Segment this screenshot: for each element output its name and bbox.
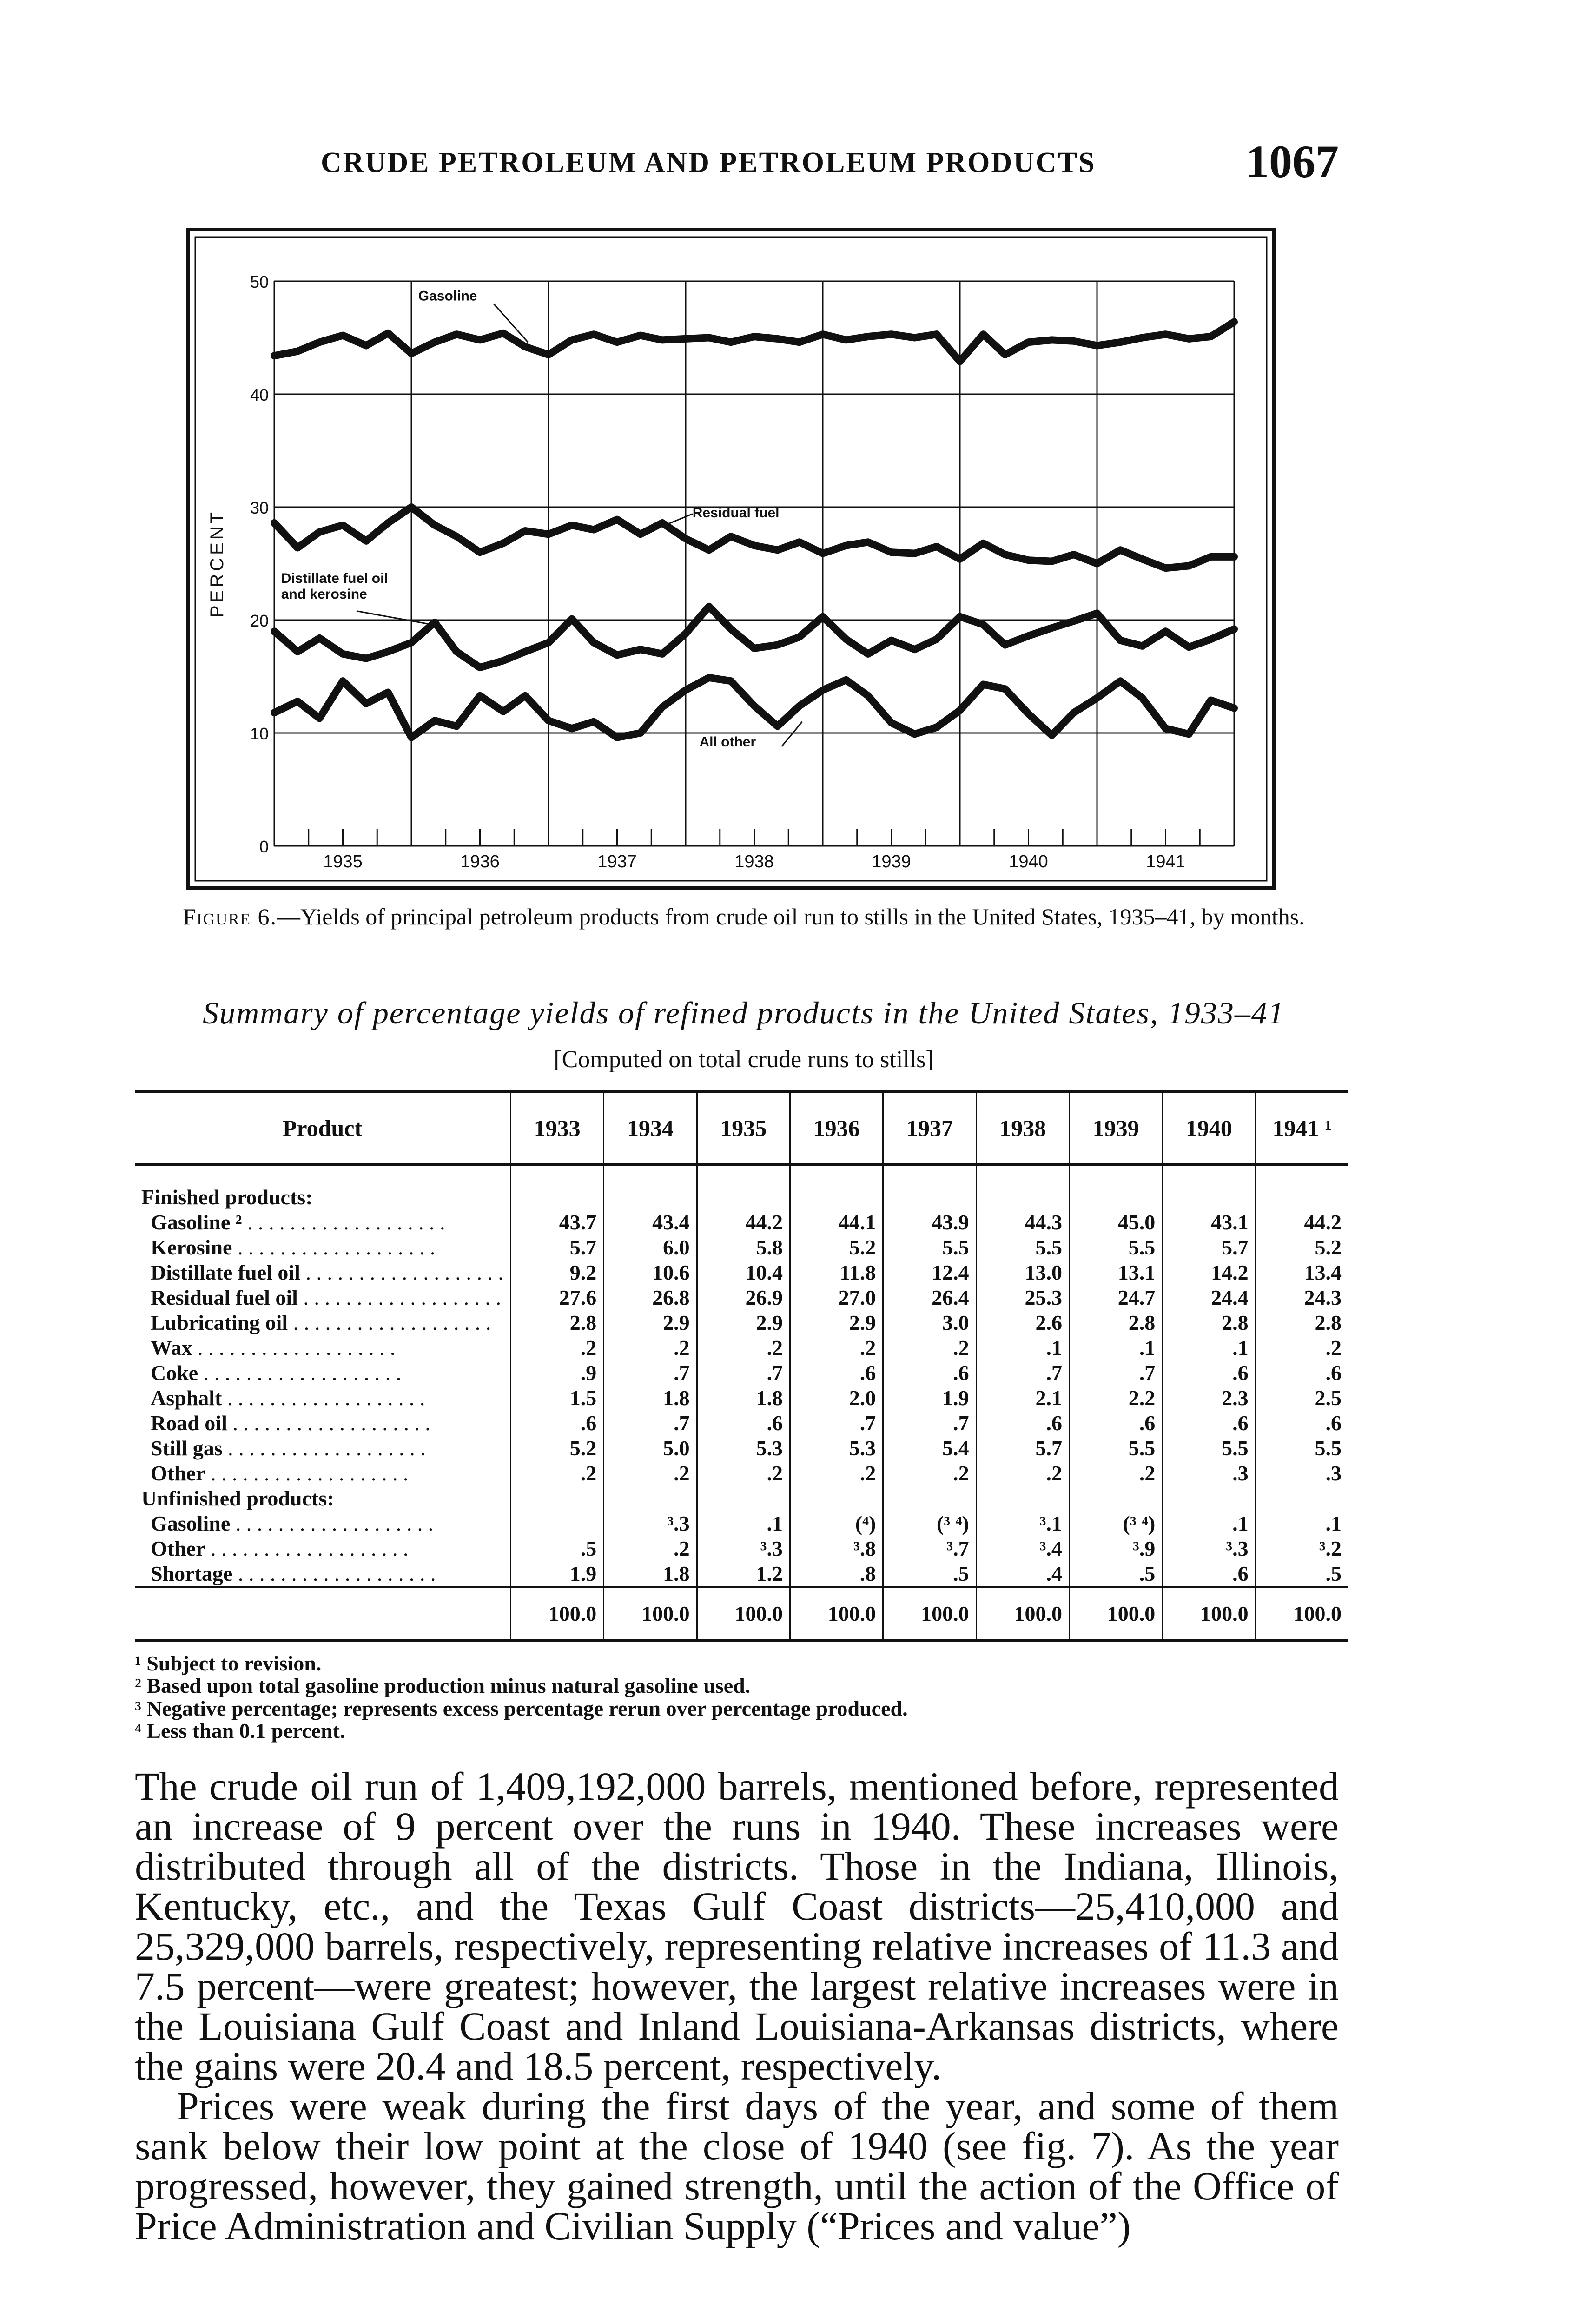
table-total-cell: 100.0 <box>1256 1587 1348 1641</box>
x-tick-label: 1938 <box>734 852 774 872</box>
table-cell: .2 <box>604 1461 697 1486</box>
table-cell: 2.9 <box>790 1310 883 1335</box>
table-cell: .9 <box>510 1360 603 1386</box>
table-cell: 45.0 <box>1069 1210 1162 1235</box>
table-cell: .5 <box>883 1561 976 1587</box>
table-row <box>135 1386 1348 1411</box>
footnote: ¹ Subject to revision. <box>135 1651 322 1675</box>
row-label <box>135 1587 510 1641</box>
table-cell: .6 <box>1069 1411 1162 1436</box>
table-cell: 26.4 <box>883 1285 976 1310</box>
table-cell: 27.0 <box>790 1285 883 1310</box>
table-total-cell: 100.0 <box>1069 1587 1162 1641</box>
table-row <box>135 1436 1348 1461</box>
table-row <box>135 1536 1348 1561</box>
table-cell: 24.7 <box>1069 1285 1162 1310</box>
table-cell: .6 <box>883 1360 976 1386</box>
annotation-line: Residual fuel <box>692 505 780 521</box>
table-cell <box>604 1486 697 1511</box>
table-cell: 2.6 <box>976 1310 1069 1335</box>
series-line-2 <box>274 607 1234 667</box>
table-cell: .7 <box>976 1360 1069 1386</box>
table-cell: 5.0 <box>604 1436 697 1461</box>
table-cell: .7 <box>697 1360 790 1386</box>
series-annotation <box>418 288 477 304</box>
footnote: ² Based upon total gasoline production minus natural gasoline used. <box>135 1674 751 1698</box>
annotation-line: All other <box>699 734 756 750</box>
chart-axes <box>309 829 1200 846</box>
table-cell: 1.5 <box>510 1386 603 1411</box>
table-cell: 5.2 <box>1256 1235 1348 1260</box>
y-tick-label: 0 <box>259 837 269 856</box>
figure-caption-text: —Yields of principal petroleum products from crude oil run to stills in the United States, 1935–41, by months. <box>277 904 1305 930</box>
table-cell: .6 <box>1256 1411 1348 1436</box>
table-cell <box>1069 1486 1162 1511</box>
table-cell: 43.7 <box>510 1210 603 1235</box>
table-row <box>135 1285 1348 1310</box>
table-cell: 5.7 <box>976 1436 1069 1461</box>
table-row <box>135 1511 1348 1536</box>
series-line-3 <box>274 678 1234 738</box>
table-cell: 5.3 <box>790 1436 883 1461</box>
table-cell: .5 <box>1256 1561 1348 1587</box>
table-cell: .4 <box>976 1561 1069 1587</box>
column-header-year: 1937 <box>883 1091 976 1165</box>
table-cell: .7 <box>604 1360 697 1386</box>
row-label: Shortage . . . <box>135 1561 510 1587</box>
annotation-line: Distillate fuel oil <box>281 570 388 586</box>
table-cell: .2 <box>976 1461 1069 1486</box>
table-cell: ³.7 <box>883 1536 976 1561</box>
table-cell <box>510 1511 603 1536</box>
column-header-year: 1934 <box>604 1091 697 1165</box>
table-cell <box>976 1185 1069 1210</box>
x-tick-label: 1941 <box>1146 852 1185 872</box>
table-cell: 2.8 <box>510 1310 603 1335</box>
table-cell: .1 <box>697 1511 790 1536</box>
table-cell: .6 <box>1163 1360 1256 1386</box>
table-total-cell: 100.0 <box>883 1587 976 1641</box>
table-cell: 11.8 <box>790 1260 883 1285</box>
table-cell: 44.1 <box>790 1210 883 1235</box>
table-row <box>135 1310 1348 1335</box>
column-header-product: Product <box>135 1091 510 1165</box>
table-cell: .6 <box>1256 1360 1348 1386</box>
table-cell: ³.2 <box>1256 1536 1348 1561</box>
row-label: Finished products: <box>141 1185 313 1209</box>
table-cell: 5.5 <box>1069 1235 1162 1260</box>
table-cell <box>510 1486 603 1511</box>
row-label: Other . . . <box>135 1461 510 1486</box>
table-total-cell: 100.0 <box>790 1587 883 1641</box>
table-cell: 2.5 <box>1256 1386 1348 1411</box>
table-cell <box>883 1486 976 1511</box>
table-cell: 1.2 <box>697 1561 790 1587</box>
y-tick-label: 10 <box>250 724 269 743</box>
table-cell: ³.3 <box>1163 1536 1256 1561</box>
table-cell <box>1163 1486 1256 1511</box>
table-cell: .6 <box>510 1411 603 1436</box>
table-cell: .2 <box>1069 1461 1162 1486</box>
table-cell <box>976 1486 1069 1511</box>
table-row <box>135 1561 1348 1587</box>
table-cell: 5.4 <box>883 1436 976 1461</box>
row-label: Asphalt . . . <box>135 1386 510 1411</box>
table-cell: 5.7 <box>1163 1235 1256 1260</box>
table-cell: .2 <box>604 1536 697 1561</box>
table-cell: 5.8 <box>697 1235 790 1260</box>
table-cell: 24.3 <box>1256 1285 1348 1310</box>
table-cell: .3 <box>1256 1461 1348 1486</box>
row-label: Coke . . . <box>135 1360 510 1386</box>
table-cell: .7 <box>790 1411 883 1436</box>
footnote: ⁴ Less than 0.1 percent. <box>135 1718 345 1743</box>
table-cell: .7 <box>1069 1360 1162 1386</box>
table-cell: 2.2 <box>1069 1386 1162 1411</box>
table-cell: .1 <box>1256 1511 1348 1536</box>
row-label: Residual fuel oil . . . <box>135 1285 510 1310</box>
row-label: Distillate fuel oil . . . <box>135 1260 510 1285</box>
table-cell: 10.6 <box>604 1260 697 1285</box>
x-tick-label: 1935 <box>323 852 363 872</box>
table-cell: 1.8 <box>697 1386 790 1411</box>
series-annotation <box>700 734 756 750</box>
table-cell: .1 <box>1163 1335 1256 1360</box>
table-cell: 14.2 <box>1163 1260 1256 1285</box>
running-header: CRUDE PETROLEUM AND PETROLEUM PRODUCTS <box>321 147 1096 178</box>
table-cell: 2.9 <box>697 1310 790 1335</box>
column-header-year: 1936 <box>790 1091 883 1165</box>
table-cell: .2 <box>604 1335 697 1360</box>
table-cell: 2.0 <box>790 1386 883 1411</box>
table-cell <box>1069 1185 1162 1210</box>
table-row <box>135 1335 1348 1360</box>
annotation-leader <box>357 611 432 625</box>
table-cell: ³.4 <box>976 1536 1069 1561</box>
table-cell: 26.8 <box>604 1285 697 1310</box>
table-cell: ³.1 <box>976 1511 1069 1536</box>
table-header-row <box>135 1091 1348 1165</box>
table-cell: 5.5 <box>1256 1436 1348 1461</box>
table-cell: .1 <box>976 1335 1069 1360</box>
table-cell: .1 <box>1163 1511 1256 1536</box>
table-cell: 2.8 <box>1069 1310 1162 1335</box>
table-cell <box>1256 1185 1348 1210</box>
column-header-year: 1941 ¹ <box>1256 1091 1348 1165</box>
y-tick-label: 40 <box>250 385 269 404</box>
table-cell: 44.2 <box>1256 1210 1348 1235</box>
column-header-year: 1935 <box>697 1091 790 1165</box>
table-row <box>135 1486 1348 1511</box>
figure-6-chart <box>186 228 1276 890</box>
annotation-line: Gasoline <box>418 288 477 304</box>
table-cell <box>697 1185 790 1210</box>
table-cell: .2 <box>697 1461 790 1486</box>
table-total-cell: 100.0 <box>697 1587 790 1641</box>
x-tick-label: 1939 <box>872 852 911 872</box>
column-header-year: 1938 <box>976 1091 1069 1165</box>
table-cell: .2 <box>790 1335 883 1360</box>
table-cell: .2 <box>697 1335 790 1360</box>
table-cell <box>883 1185 976 1210</box>
table-cell: .7 <box>883 1411 976 1436</box>
table-row <box>135 1185 1348 1210</box>
table-cell: .2 <box>1256 1335 1348 1360</box>
table-cell: .6 <box>976 1411 1069 1436</box>
table-cell: 44.3 <box>976 1210 1069 1235</box>
row-label: Lubricating oil . . . <box>135 1310 510 1335</box>
table-row <box>135 1360 1348 1386</box>
page-number: 1067 <box>1246 136 1339 187</box>
table-cell: .3 <box>1163 1461 1256 1486</box>
table-cell: 43.1 <box>1163 1210 1256 1235</box>
y-tick-label: 50 <box>250 272 269 291</box>
table-cell <box>1256 1486 1348 1511</box>
x-tick-label: 1940 <box>1009 852 1048 872</box>
table-cell: (³ ⁴) <box>883 1511 976 1536</box>
row-label: Still gas . . . <box>135 1436 510 1461</box>
table-cell: 43.4 <box>604 1210 697 1235</box>
table-cell: 5.2 <box>790 1235 883 1260</box>
row-label: Wax . . . <box>135 1335 510 1360</box>
table-cell: .6 <box>697 1411 790 1436</box>
table-cell <box>790 1185 883 1210</box>
table-cell: 24.4 <box>1163 1285 1256 1310</box>
table-cell: 27.6 <box>510 1285 603 1310</box>
y-tick-label: 30 <box>250 498 269 517</box>
table-cell: ³.9 <box>1069 1536 1162 1561</box>
row-label: Gasoline ² . . . <box>135 1210 510 1235</box>
x-tick-label: 1936 <box>460 852 500 872</box>
table-total-cell: 100.0 <box>604 1587 697 1641</box>
table-cell: .2 <box>883 1461 976 1486</box>
table-cell: .2 <box>883 1335 976 1360</box>
table-cell: 26.9 <box>697 1285 790 1310</box>
table-cell <box>510 1185 603 1210</box>
table-cell: 2.3 <box>1163 1386 1256 1411</box>
table-cell: 1.9 <box>883 1386 976 1411</box>
table-cell: 6.0 <box>604 1235 697 1260</box>
figure-caption <box>139 904 1348 930</box>
table-row <box>135 1260 1348 1285</box>
table-cell: 5.3 <box>697 1436 790 1461</box>
table-cell: 13.1 <box>1069 1260 1162 1285</box>
table-cell: 2.8 <box>1256 1310 1348 1335</box>
table-cell: .2 <box>510 1461 603 1486</box>
annotation-leader <box>665 514 693 525</box>
figure-label: Figure 6. <box>183 904 277 930</box>
row-label: Road oil . . . <box>135 1411 510 1436</box>
column-header-year: 1939 <box>1069 1091 1162 1165</box>
table-cell: 5.5 <box>976 1235 1069 1260</box>
table-cell <box>604 1185 697 1210</box>
table-cell: 43.9 <box>883 1210 976 1235</box>
y-axis-label: PERCENT <box>207 509 227 618</box>
chart-series <box>274 322 1234 738</box>
table-total-cell: 100.0 <box>976 1587 1069 1641</box>
yield-line-chart <box>186 228 1276 890</box>
table-cell: 13.4 <box>1256 1260 1348 1285</box>
table-cell: .6 <box>1163 1411 1256 1436</box>
y-tick-label: 20 <box>250 611 269 630</box>
table-cell: 2.8 <box>1163 1310 1256 1335</box>
table-total-cell: 100.0 <box>510 1587 603 1641</box>
table-cell: .5 <box>510 1536 603 1561</box>
table-cell: (³ ⁴) <box>1069 1511 1162 1536</box>
body-text <box>135 1766 1339 2246</box>
table-row <box>135 1411 1348 1436</box>
footnote: ³ Negative percentage; represents excess percentage rerun over percentage produced. <box>135 1696 908 1720</box>
table-cell: .5 <box>1069 1561 1162 1587</box>
table-title: Summary of percentage yields of refined products in the United States, 1933–41 <box>203 995 1285 1030</box>
table-row <box>135 1461 1348 1486</box>
table-cell: 2.9 <box>604 1310 697 1335</box>
row-label: Gasoline . . . <box>135 1511 510 1536</box>
table-cell: 2.1 <box>976 1386 1069 1411</box>
table-cell: .6 <box>790 1360 883 1386</box>
table-cell: ³.3 <box>604 1511 697 1536</box>
series-annotation <box>281 571 388 602</box>
table-total-cell: 100.0 <box>1163 1587 1256 1641</box>
table-cell: 1.8 <box>604 1386 697 1411</box>
table-cell: .2 <box>790 1461 883 1486</box>
table-cell: 1.9 <box>510 1561 603 1587</box>
table-cell: 5.5 <box>1163 1436 1256 1461</box>
table-total-row <box>135 1587 1348 1641</box>
table-cell: 5.5 <box>883 1235 976 1260</box>
table-footnotes <box>135 1652 908 1742</box>
table-row <box>135 1235 1348 1260</box>
table-cell: .2 <box>510 1335 603 1360</box>
table-cell: 12.4 <box>883 1260 976 1285</box>
table-cell: .8 <box>790 1561 883 1587</box>
chart-labels <box>207 272 1185 872</box>
table-cell: 1.8 <box>604 1561 697 1587</box>
table-cell: 5.7 <box>510 1235 603 1260</box>
annotation-line: and kerosine <box>281 586 367 602</box>
table-cell: (⁴) <box>790 1511 883 1536</box>
table-body <box>135 1165 1348 1641</box>
table-cell: 13.0 <box>976 1260 1069 1285</box>
table-cell: 10.4 <box>697 1260 790 1285</box>
x-tick-label: 1937 <box>597 852 637 872</box>
table-cell: 5.2 <box>510 1436 603 1461</box>
table-cell <box>1163 1185 1256 1210</box>
table-cell <box>697 1486 790 1511</box>
annotation-leader <box>782 722 802 746</box>
table-cell <box>790 1486 883 1511</box>
table-row <box>135 1210 1348 1235</box>
table-subtitle: [Computed on total crude runs to stills] <box>554 1046 934 1073</box>
row-label: Other . . . <box>135 1536 510 1561</box>
table-cell: .6 <box>1163 1561 1256 1587</box>
table-cell: .7 <box>604 1411 697 1436</box>
series-line-0 <box>274 322 1234 362</box>
table-cell: 44.2 <box>697 1210 790 1235</box>
paragraph: Prices were weak during the first days of the year, and some of them sank below their low point at the close of 1940 (see fig. 7). As the year progressed, however, they gained strength, until the action of the Office of Price Administration and Civilian Supply (“Prices and value”) <box>135 2084 1339 2248</box>
column-header-year: 1933 <box>510 1091 603 1165</box>
yield-summary-table <box>135 1090 1348 1642</box>
column-header-year: 1940 <box>1163 1091 1256 1165</box>
series-annotation <box>693 505 780 521</box>
table-cell: 5.5 <box>1069 1436 1162 1461</box>
row-label: Kerosine . . . <box>135 1235 510 1260</box>
row-label: Unfinished products: <box>141 1486 334 1510</box>
table-cell: ³.3 <box>697 1536 790 1561</box>
table-cell: 3.0 <box>883 1310 976 1335</box>
table-cell: 9.2 <box>510 1260 603 1285</box>
paragraph: The crude oil run of 1,409,192,000 barrels, mentioned before, represented an increase of 9 percent over the runs in 1940. These increases were distributed through all of the districts. Those in the Indiana, Illinois, Kentucky, etc., and the Texas Gulf Coast districts—25,410,000 and 25,329,000 barrels, respectively, representing relative increases of 11.3 and 7.5 percent—were greatest; however, the largest relative increases were in the Louisiana Gulf Coast and Inland Louisiana-Arkansas districts, where the gains were 20.4 and 18.5 percent, respectively. <box>135 1764 1339 2088</box>
table-cell: .1 <box>1069 1335 1162 1360</box>
table-cell: ³.8 <box>790 1536 883 1561</box>
table-cell: 25.3 <box>976 1285 1069 1310</box>
